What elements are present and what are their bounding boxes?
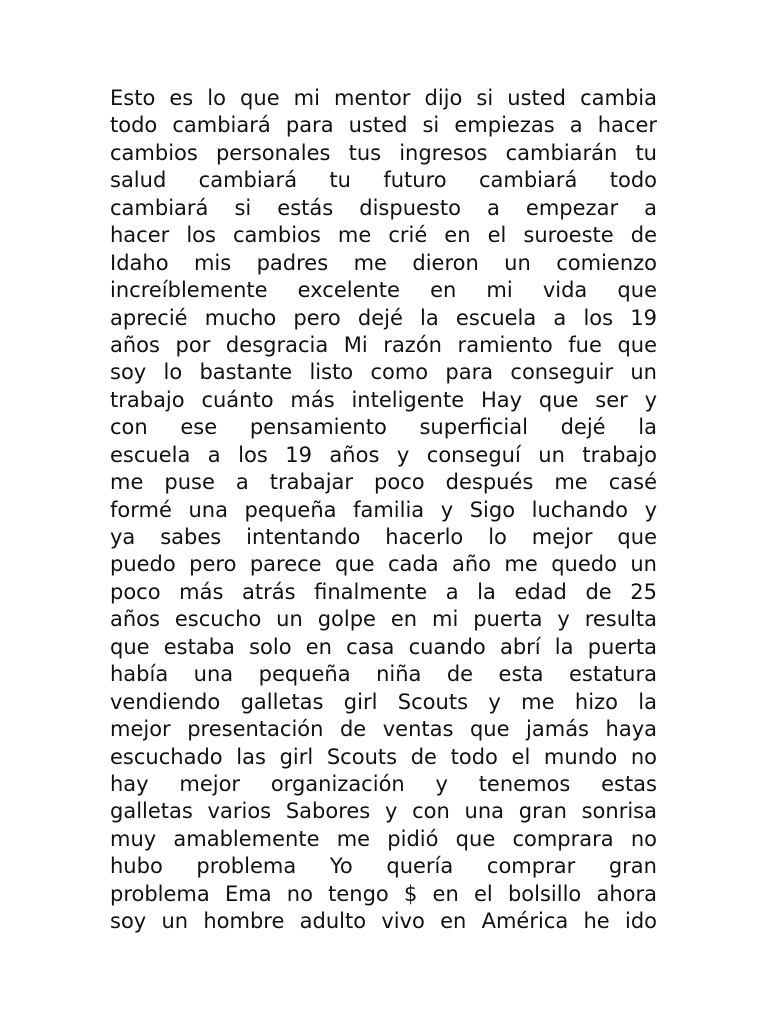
text-line: muy amablemente me pidió que comprara no — [110, 826, 657, 851]
text-line: que estaba solo en casa cuando abrí la puerta — [110, 634, 657, 659]
text-line: formé una pequeña familia y Sigo luchando y — [110, 497, 657, 522]
text-line: puedo pero parece que cada año me quedo un — [110, 552, 657, 577]
text-line: galletas varios Sabores y con una gran sonrisa — [110, 799, 657, 824]
text-line: escuela a los 19 años y conseguí un trabajo — [110, 442, 657, 467]
text-line: años escucho un golpe en mi puerta y resulta — [110, 607, 657, 632]
text-line: poco más atrás finalmente a la edad de 25 — [110, 579, 657, 604]
text-line: aprecié mucho pero dejé la escuela a los 19 — [110, 305, 657, 330]
text-line: cambiará si estás dispuesto a empezar a — [110, 195, 657, 220]
text-line: años por desgracia Mi razón ramiento fue que — [110, 332, 657, 357]
text-line: ya sabes intentando hacerlo lo mejor que — [110, 525, 657, 549]
text-line: trabajo cuánto más inteligente Hay que ser y — [110, 387, 657, 412]
text-line: salud cambiará tu futuro cambiará todo — [110, 168, 657, 193]
text-line: me puse a trabajar poco después me casé — [110, 470, 657, 495]
text-line: escuchado las girl Scouts de todo el mundo no — [110, 744, 657, 769]
text-line: mejor presentación de ventas que jamás haya — [110, 717, 657, 742]
text-line: soy lo bastante listo como para conseguir un — [110, 360, 657, 385]
text-line: increíblemente excelente en mi vida que — [110, 278, 657, 303]
text-line: soy un hombre adulto vivo en América he ido — [110, 909, 657, 934]
text-line: todo cambiará para usted si empiezas a hacer — [110, 113, 657, 138]
text-line: hubo problema Yo quería comprar gran — [110, 854, 657, 879]
text-line: con ese pensamiento superficial dejé la — [110, 415, 657, 440]
text-line: había una pequeña niña de esta estatura — [110, 662, 657, 687]
text-line: problema Ema no tengo $ en el bolsillo ahora — [110, 881, 657, 906]
body-paragraph — [110, 85, 657, 936]
text-line: Idaho mis padres me dieron un comienzo — [110, 250, 657, 275]
text-line: vendiendo galletas girl Scouts y me hizo la — [110, 689, 657, 714]
text-line: Esto es lo que mi mentor dijo si usted cambia — [110, 86, 657, 110]
text-line: hacer los cambios me crié en el suroeste de — [110, 223, 657, 248]
text-line: cambios personales tus ingresos cambiarán tu — [110, 140, 657, 165]
text-line: hay mejor organización y tenemos estas — [110, 771, 657, 796]
